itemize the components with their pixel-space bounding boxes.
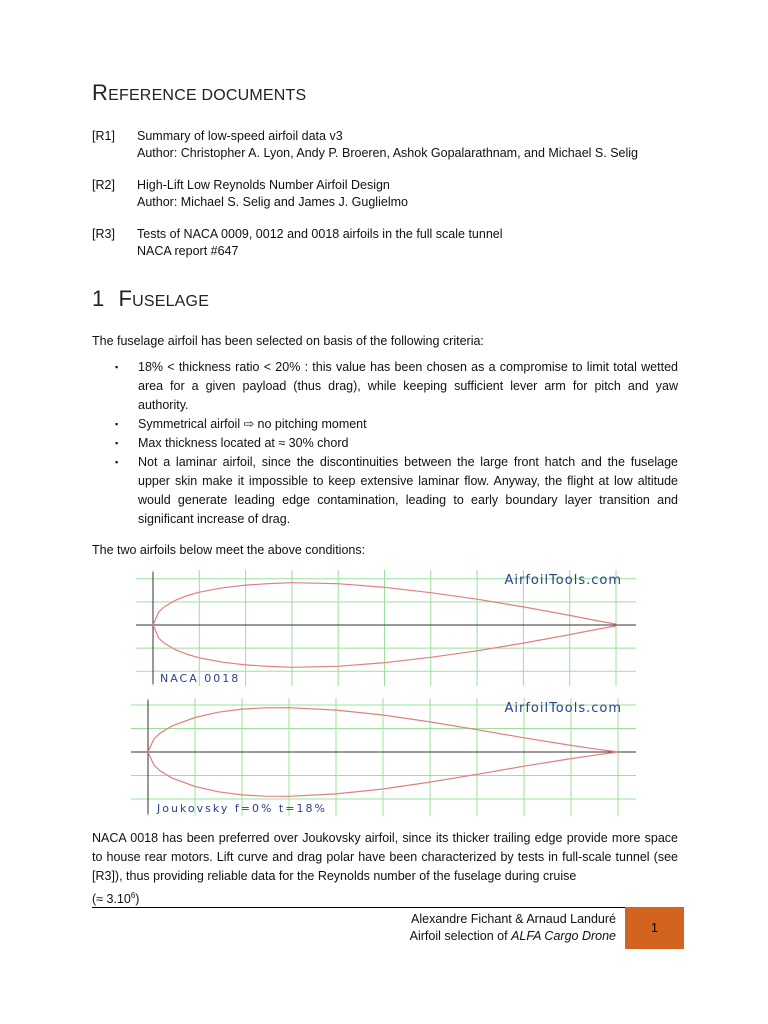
reference-tag: [R1] — [92, 129, 115, 143]
naca-0018-chart — [136, 570, 636, 686]
reynolds-exponent: 6 — [130, 891, 136, 900]
footer-subject-prefix: Airfoil selection of — [409, 929, 512, 943]
airfoil-name-label: Joukovsky f=0% t=18% — [157, 802, 327, 815]
reference-r3 — [92, 226, 692, 260]
reference-author: Author: Michael S. Selig and James J. Guglielmo — [137, 195, 408, 209]
reference-author: Author: Christopher A. Lyon, Andy P. Broeren, Ashok Gopalarathnam, and Michael S. Selig — [137, 146, 638, 160]
criteria-list — [92, 358, 678, 529]
reference-tag: [R2] — [92, 178, 115, 192]
criteria-text: Symmetrical airfoil ⇨ no pitching moment — [138, 417, 367, 431]
reference-tag: [R3] — [92, 227, 115, 241]
reference-title: Summary of low-speed airfoil data v3 — [137, 129, 343, 143]
criteria-item — [92, 415, 678, 434]
section-number: 1 — [92, 286, 105, 311]
conclusion-text: NACA 0018 has been preferred over Joukovsky airfoil, since its thicker trailing edge provide more space to house rear motors. Lift curve and drag polar have been characterized by tests in full-scale tunnel (see [R3]), thus providing reliable data for the Reynolds number of the fuselage during cruise — [92, 831, 678, 883]
reference-title: High-Lift Low Reynolds Number Airfoil Design — [137, 178, 390, 192]
joukovsky-chart — [131, 698, 636, 816]
reference-r1 — [92, 128, 692, 162]
footer-text — [410, 911, 616, 945]
page-number: 1 — [651, 921, 658, 935]
criteria-intro: The fuselage airfoil has been selected on basis of the following criteria: — [92, 334, 484, 348]
footer-authors: Alexandre Fichant & Arnaud Landuré — [411, 912, 616, 926]
footer-rule — [92, 907, 682, 908]
bullet: ▪ — [115, 438, 119, 448]
criteria-text: Max thickness located at ≈ 30% chord — [138, 436, 349, 450]
references-heading-rest: EFERENCE DOCUMENTS — [108, 87, 307, 104]
conclusion-paragraph — [92, 829, 678, 909]
airfoiltools-watermark: AirfoilTools.com — [504, 573, 622, 588]
criteria-item — [92, 434, 678, 453]
section-heading-rest: USELAGE — [132, 293, 210, 310]
references-heading — [92, 80, 306, 106]
bullet: ▪ — [115, 457, 119, 467]
reference-author: NACA report #647 — [137, 244, 239, 258]
airfoils-lead-in: The two airfoils below meet the above conditions: — [92, 543, 366, 557]
footer-subject — [410, 928, 616, 945]
bullet: ▪ — [115, 362, 119, 372]
criteria-item — [92, 453, 678, 529]
page-number-box — [625, 907, 684, 949]
section-heading-initial: F — [118, 286, 133, 311]
section-heading — [92, 286, 209, 312]
airfoil-name-label: NACA 0018 — [160, 672, 241, 685]
references-heading-initial: R — [92, 80, 109, 105]
footer-subject-title: ALFA Cargo Drone — [511, 929, 616, 943]
reference-r2 — [92, 177, 692, 211]
criteria-text: 18% < thickness ratio < 20% : this value has been chosen as a compromise to limit total wetted area for a given payload (thus drag), while keeping sufficient lever arm for pitch and yaw authority. — [138, 360, 678, 412]
reynolds-suffix: ) — [135, 892, 140, 907]
criteria-text: Not a laminar airfoil, since the discontinuities between the large front hatch and the fuselage upper skin make it impossible to keep extensive laminar flow. Anyway, the flight at low altitude would generate leading edge contamination, leading to early boundary layer transition and significant increase of drag. — [138, 455, 678, 526]
reference-title: Tests of NACA 0009, 0012 and 0018 airfoils in the full scale tunnel — [137, 227, 503, 241]
bullet: ▪ — [115, 419, 119, 429]
criteria-item — [92, 358, 678, 415]
airfoiltools-watermark: AirfoilTools.com — [504, 701, 622, 716]
reynolds-prefix: (≈ 3.10 — [92, 892, 131, 907]
